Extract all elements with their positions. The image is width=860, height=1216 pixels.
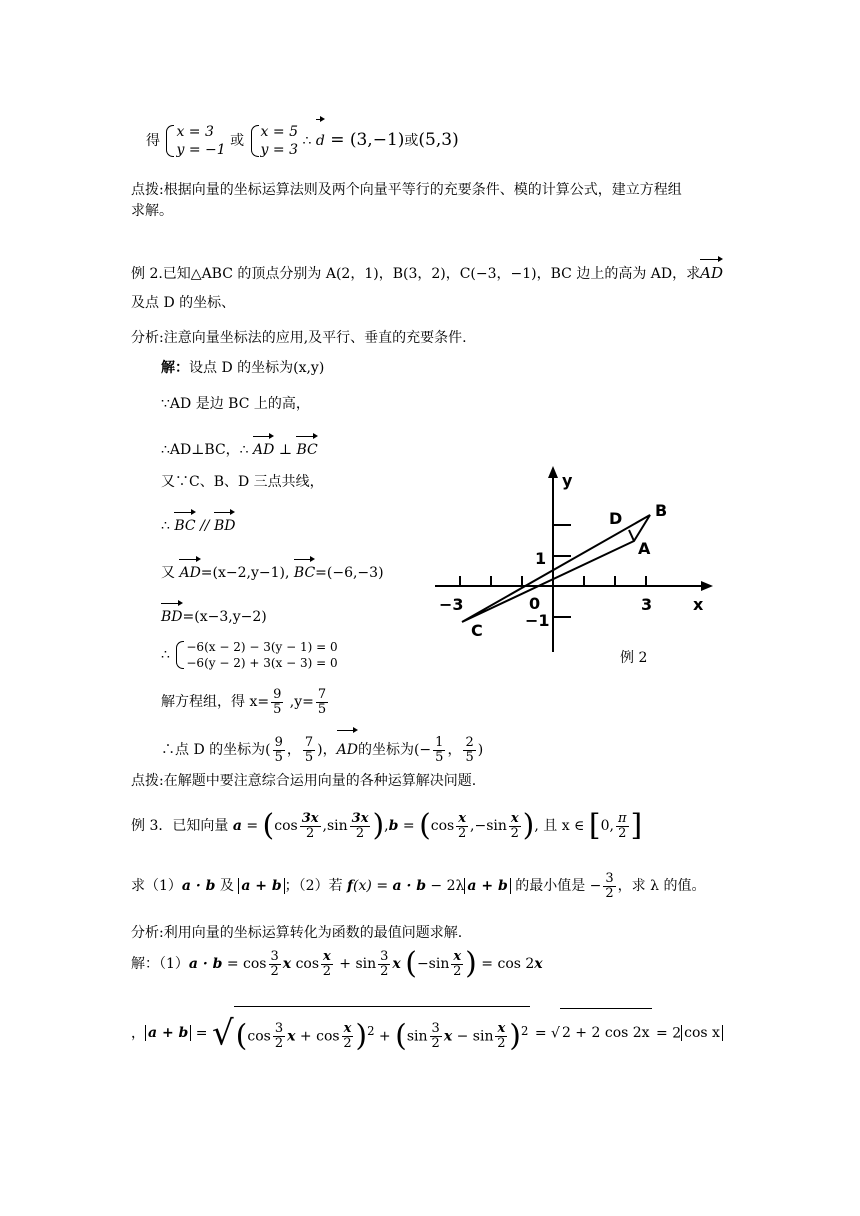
ex2-perp: ∴AD⊥BC，∴ AD ⊥ BC — [161, 434, 318, 462]
vector-ad: AD — [700, 257, 723, 285]
ex2-solution-start: 解：设点 D 的坐标为(x,y) — [161, 360, 325, 376]
ex3-questions: 求（1）a · b 及 a + b ；（2）若 f(x) = a · b − 2λ a + b 的最小值是 − $\frac{3}{2}$ ，求 λ 的值。 — [131, 870, 706, 901]
ex2-parallel: ∴ BC // BD — [161, 510, 235, 538]
system-2: x = 5 y = 3 — [249, 123, 298, 159]
triangle-abc — [462, 515, 653, 622]
altitude-ad — [629, 530, 634, 541]
system-1: x = 3 y = −1 — [164, 123, 225, 159]
ex3-analysis: 分析:利用向量的坐标运算转化为函数的最值问题求解. — [131, 925, 463, 941]
ex2-equations: ∴ −6(x − 2) − 3(y − 1) = 0 −6(y − 2) + 3(x − 3) = 0 — [161, 640, 338, 670]
ex3-statement: 例 3．已知向量 a = (cos $\frac{3x}{2}$ ,sin $\frac{3x}{2}$ ),b = (cos $\frac{x}{2}$ ,−sin $\frac{x}{2}$ ), 且 x ∈ [0, $\frac{\pi}{2}$ ] — [131, 808, 643, 843]
label-c: C — [471, 621, 483, 640]
therefore-symbol: ∴ — [302, 133, 312, 149]
ex2-collinear: 又∵C、B、D 三点共线， — [161, 474, 324, 490]
label-three: 3 — [641, 595, 653, 614]
label-x: x — [693, 595, 704, 614]
top-solution-line: 得 x = 3 y = −1 或 x = 5 y = 3 ∴ d = (3,−1)或(5,3) — [146, 117, 459, 161]
label-d: D — [609, 509, 623, 528]
label-one: 1 — [535, 549, 547, 568]
ex3-solution-1: 解：（1）a · b = cos $\frac{3}{2}$ x cos $\frac{x}{2}$ + sin $\frac{3}{2}$ x (−sin $\frac{x}{2}$ ) = cos 2x — [131, 946, 543, 981]
ex2-line1: 例 2.已知△ABC 的顶点分别为 A(2，1)，B(3，2)，C(−3，−1)，BC 边上的高为 AD，求AD — [131, 257, 723, 286]
vector-d: d — [316, 117, 325, 161]
tip1-line1: 点拨:根据向量的坐标运算法则及两个向量平等行的充要条件、模的计算公式，建立方程组 — [131, 182, 682, 198]
label-zero: 0 — [529, 594, 541, 613]
equation-system: −6(x − 2) − 3(y − 1) = 0 −6(y − 2) + 3(x − 3) = 0 — [174, 639, 337, 671]
label-minus-one: −1 — [525, 611, 550, 630]
tip1-line2: 求解。 — [131, 203, 173, 219]
ex2-result: ∴点 D 的坐标为( $\frac{9}{5}$ ， $\frac{7}{5}$ )，AD的坐标为(− $\frac{1}{5}$ ， $\frac{2}{5}$ ) — [161, 728, 483, 768]
label-minus-three: −3 — [439, 595, 464, 614]
label-y: y — [562, 471, 573, 490]
tip2: 点拨:在解题中要注意综合运用向量的各种运算解决问题. — [131, 773, 477, 789]
label-a: A — [638, 539, 651, 558]
figure-caption: 例 2 — [620, 650, 648, 666]
ex2-analysis: 分析:注意向量坐标法的应用,及平行、垂直的充要条件. — [131, 330, 467, 346]
x-axis-arrow — [701, 581, 713, 591]
de-char: 得 — [146, 133, 160, 149]
ex3-solution-2: ， a + b = √(cos $\frac{3}{2}$ x + cos $\frac{x}{2}$ )$^2$ + (sin $\frac{3}{2}$ x − sin $\frac{x}{2}$ )$^2$ = √ 2 + 2 cos 2x = 2 cos x — [131, 1006, 723, 1061]
ex2-line2: 及点 D 的坐标、 — [131, 295, 236, 311]
ex2-because: ∵AD 是边 BC 上的高， — [161, 396, 310, 412]
label-b: B — [655, 501, 668, 520]
ex2-vectors: 又 AD=(x−2,y−1), BC=(−6,−3) — [161, 557, 384, 585]
example2-figure — [425, 462, 725, 662]
ex2-solve: 解方程组，得 x= $\frac{9}{5}$ ,y= $\frac{7}{5}$ — [161, 686, 327, 717]
ex2-bd: BD=(x−3,y−2) — [161, 601, 267, 629]
y-axis-arrow — [548, 466, 558, 478]
